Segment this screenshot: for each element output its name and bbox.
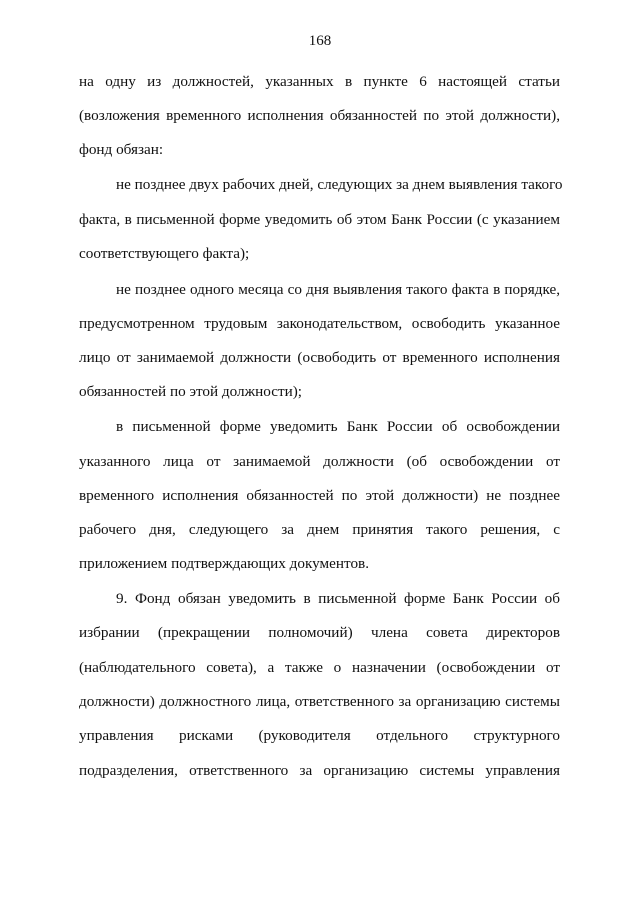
text-line: рабочего дня, следующего за днем принятия такого решения, с bbox=[79, 521, 560, 538]
text-line: факта, в письменной форме уведомить об этом Банк России (с указанием bbox=[79, 211, 560, 228]
text-line: должности) должностного лица, ответственного за организацию системы bbox=[79, 693, 560, 710]
text-line: указанного лица от занимаемой должности (об освобождении от bbox=[79, 453, 560, 470]
text-line: 9. Фонд обязан уведомить в письменной форме Банк России об bbox=[116, 590, 560, 607]
text-line: (возложения временного исполнения обязанностей по этой должности), bbox=[79, 107, 560, 124]
text-line: приложением подтверждающих документов. bbox=[79, 555, 370, 572]
text-line: избрании (прекращении полномочий) члена совета директоров bbox=[79, 624, 560, 641]
text-line: соответствующего факта); bbox=[79, 245, 250, 262]
text-line: (наблюдательного совета), а также о назначении (освобождении от bbox=[79, 659, 560, 676]
text-line: не позднее двух рабочих дней, следующих за днем выявления такого bbox=[116, 176, 563, 193]
text-line: временного исполнения обязанностей по этой должности) не позднее bbox=[79, 487, 560, 504]
text-line: фонд обязан: bbox=[79, 141, 164, 158]
text-line: предусмотренном трудовым законодательством, освободить указанное bbox=[79, 315, 560, 332]
text-line: управления рисками (руководителя отдельного структурного bbox=[79, 727, 560, 744]
text-line: подразделения, ответственного за организацию системы управления bbox=[79, 762, 560, 779]
text-line: обязанностей по этой должности); bbox=[79, 383, 303, 400]
text-line: на одну из должностей, указанных в пункте 6 настоящей статьи bbox=[79, 73, 560, 90]
text-line: лицо от занимаемой должности (освободить от временного исполнения bbox=[79, 349, 560, 366]
text-line: не позднее одного месяца со дня выявления такого факта в порядке, bbox=[116, 281, 560, 298]
page-number: 168 bbox=[308, 33, 332, 49]
text-line: в письменной форме уведомить Банк России об освобождении bbox=[116, 418, 560, 435]
